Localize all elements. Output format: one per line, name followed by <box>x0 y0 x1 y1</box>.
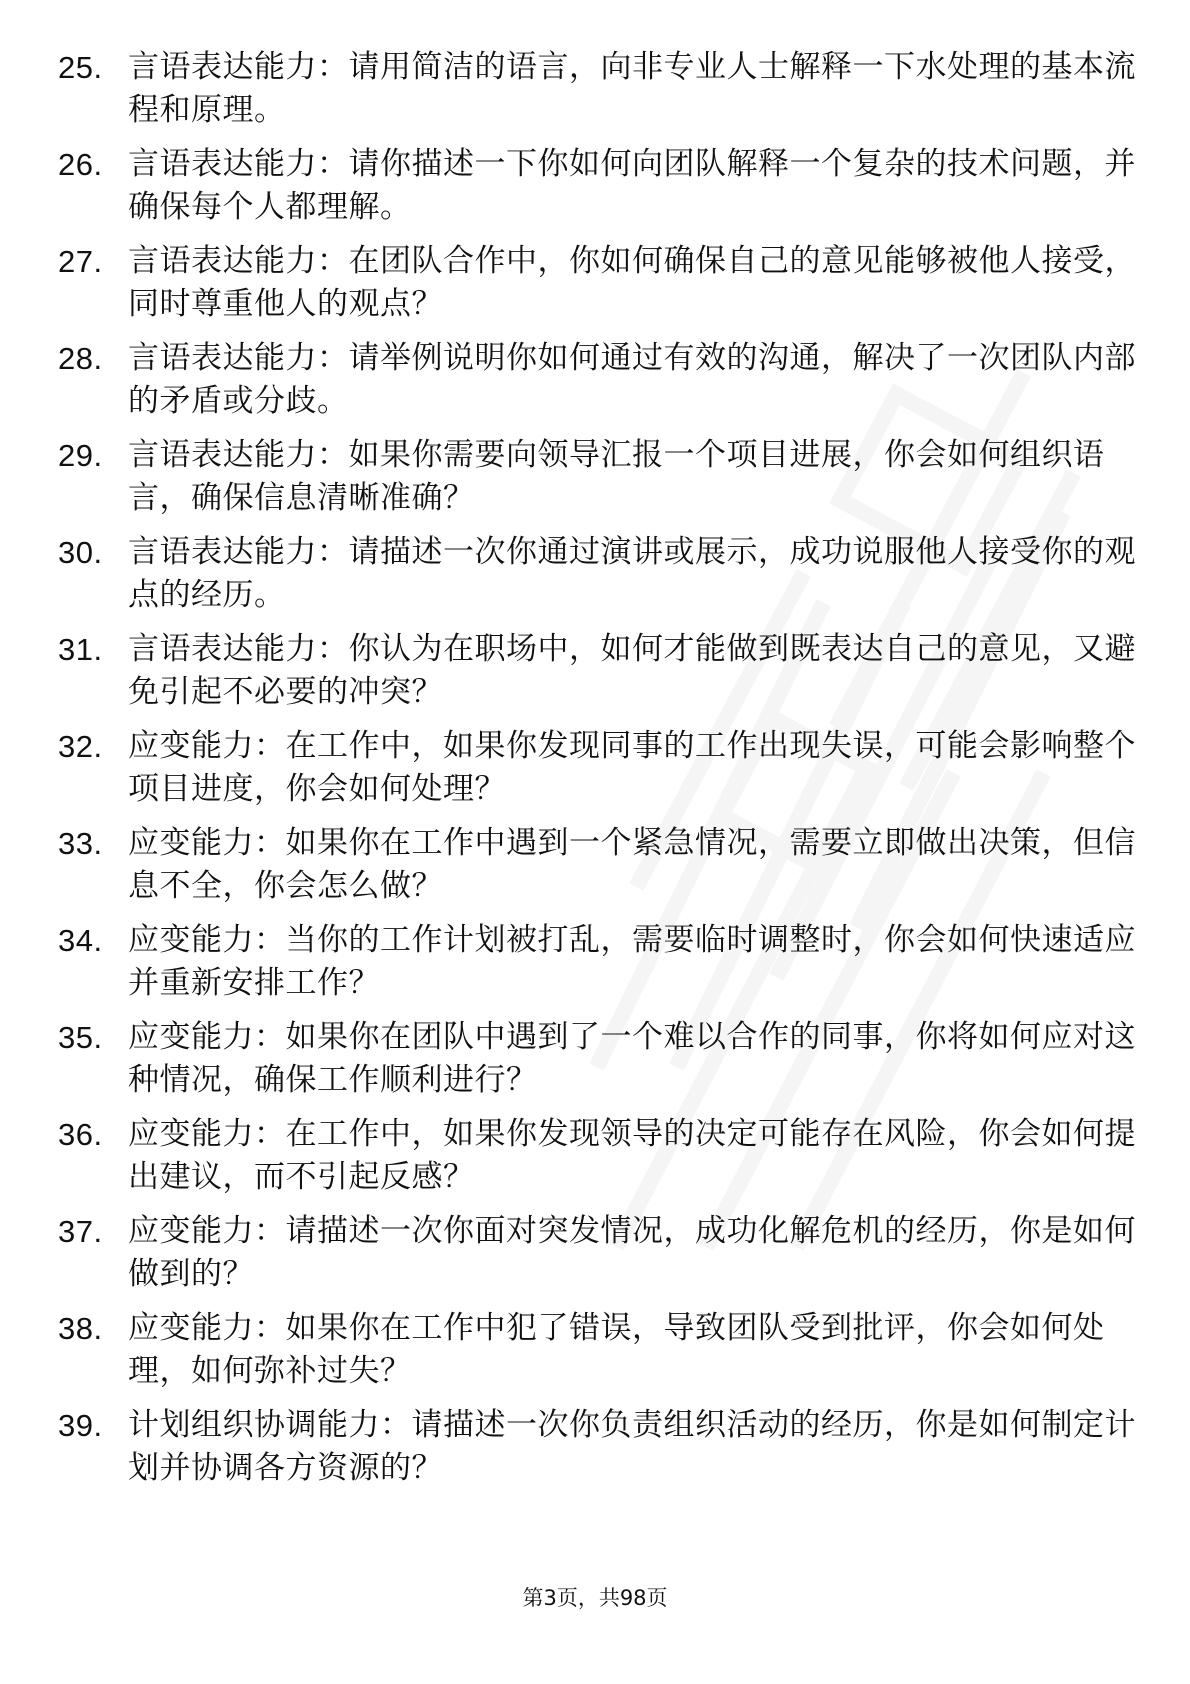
question-text: 应变能力：在工作中，如果你发现同事的工作出现失误，可能会影响整个项目进度，你会如何处理？ <box>128 728 1136 807</box>
question-text: 言语表达能力：如果你需要向领导汇报一个项目进展，你会如何组织语言，确保信息清晰准确？ <box>128 437 1105 516</box>
question-number: 37. <box>58 1214 103 1249</box>
question-text: 言语表达能力：请举例说明你如何通过有效的沟通，解决了一次团队内部的矛盾或分歧。 <box>128 340 1136 419</box>
list-item <box>58 1210 1138 1296</box>
question-text: 应变能力：在工作中，如果你发现领导的决定可能存在风险，你会如何提出建议，而不引起反感？ <box>128 1116 1136 1195</box>
list-item <box>58 531 1138 617</box>
list-item <box>58 1307 1138 1393</box>
list-item <box>58 1404 1138 1490</box>
question-number: 26. <box>58 147 103 182</box>
list-item <box>58 1016 1138 1102</box>
list-item <box>58 143 1138 229</box>
question-number: 34. <box>58 923 103 958</box>
question-number: 38. <box>58 1311 103 1346</box>
page-number-footer: 第3页，共98页 <box>522 1586 668 1610</box>
question-number: 30. <box>58 535 103 570</box>
question-number: 39. <box>58 1408 103 1443</box>
question-text: 言语表达能力：请你描述一下你如何向团队解释一个复杂的技术问题，并确保每个人都理解。 <box>128 146 1136 225</box>
list-item <box>58 822 1138 908</box>
list-item <box>58 240 1138 326</box>
question-number: 32. <box>58 729 103 764</box>
question-text: 言语表达能力：请描述一次你通过演讲或展示，成功说服他人接受你的观点的经历。 <box>128 534 1136 613</box>
list-item <box>58 628 1138 714</box>
question-text: 计划组织协调能力：请描述一次你负责组织活动的经历，你是如何制定计划并协调各方资源的？ <box>128 1407 1136 1486</box>
question-number: 33. <box>58 826 103 861</box>
list-item <box>58 46 1138 132</box>
question-number: 28. <box>58 341 103 376</box>
question-number: 36. <box>58 1117 103 1152</box>
question-number: 29. <box>58 438 103 473</box>
question-text: 应变能力：如果你在团队中遇到了一个难以合作的同事，你将如何应对这种情况，确保工作顺利进行？ <box>128 1019 1136 1098</box>
list-item <box>58 919 1138 1005</box>
question-number: 25. <box>58 50 103 85</box>
list-item <box>58 434 1138 520</box>
question-text: 应变能力：如果你在工作中犯了错误，导致团队受到批评，你会如何处理，如何弥补过失？ <box>128 1310 1105 1389</box>
question-text: 言语表达能力：你认为在职场中，如何才能做到既表达自己的意见，又避免引起不必要的冲突？ <box>128 631 1136 710</box>
question-number: 35. <box>58 1020 103 1055</box>
question-text: 应变能力：当你的工作计划被打乱，需要临时调整时，你会如何快速适应并重新安排工作？ <box>128 922 1136 1001</box>
question-number: 31. <box>58 632 103 667</box>
question-list <box>58 46 1138 1501</box>
question-text: 应变能力：请描述一次你面对突发情况，成功化解危机的经历，你是如何做到的？ <box>128 1213 1136 1292</box>
list-item <box>58 337 1138 423</box>
list-item <box>58 725 1138 811</box>
question-text: 应变能力：如果你在工作中遇到一个紧急情况，需要立即做出决策，但信息不全，你会怎么做？ <box>128 825 1136 904</box>
question-number: 27. <box>58 244 103 279</box>
question-text: 言语表达能力：请用简洁的语言，向非专业人士解释一下水处理的基本流程和原理。 <box>128 49 1136 128</box>
question-text: 言语表达能力：在团队合作中，你如何确保自己的意见能够被他人接受，同时尊重他人的观点？ <box>128 243 1136 322</box>
list-item <box>58 1113 1138 1199</box>
